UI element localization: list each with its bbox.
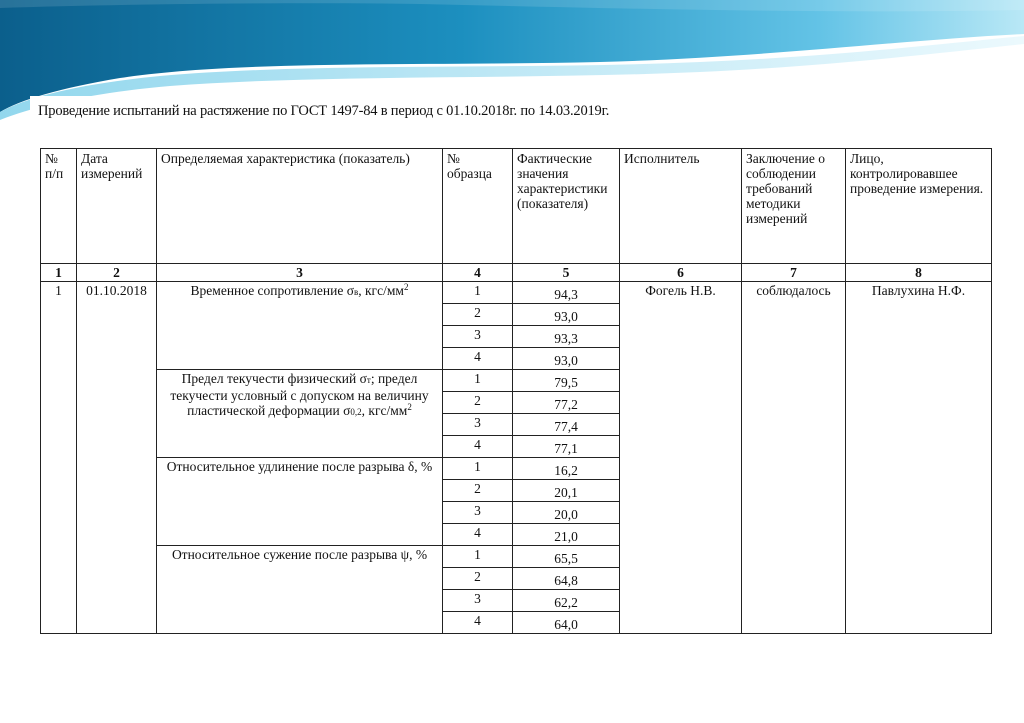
actual-value: 79,5 (513, 370, 620, 392)
record-date: 01.10.2018 (77, 282, 157, 634)
column-numbers-row (41, 264, 992, 282)
subscript: 0,2 (350, 407, 362, 417)
col-number: 5 (513, 264, 620, 282)
actual-value: 93,3 (513, 326, 620, 348)
characteristic-cell: Относительное удлинение после разрыва δ, % (157, 458, 443, 546)
actual-value: 77,4 (513, 414, 620, 436)
characteristic-text: , кгс/мм (358, 283, 404, 298)
executor-cell: Фогель Н.В. (620, 282, 742, 634)
actual-value: 94,3 (513, 282, 620, 304)
sample-number: 3 (443, 502, 513, 524)
characteristic-cell: Относительное сужение после разрыва ψ, % (157, 546, 443, 634)
header-characteristic: Определяемая характеристика (показатель) (157, 149, 443, 264)
header-actual-values: Фактические значения характеристики (показателя) (513, 149, 620, 264)
actual-value: 62,2 (513, 590, 620, 612)
actual-value: 20,1 (513, 480, 620, 502)
actual-value: 77,1 (513, 436, 620, 458)
sample-number: 1 (443, 546, 513, 568)
col-number: 2 (77, 264, 157, 282)
actual-value: 77,2 (513, 392, 620, 414)
sample-number: 1 (443, 370, 513, 392)
col-number: 3 (157, 264, 443, 282)
actual-value: 20,0 (513, 502, 620, 524)
col-number: 8 (846, 264, 992, 282)
actual-value: 65,5 (513, 546, 620, 568)
header-conclusion: Заключение о соблюдении требований методики измерений (742, 149, 846, 264)
header-sample: № образца (443, 149, 513, 264)
header-controller: Лицо, контролировавшее проведение измерения. (846, 149, 992, 264)
actual-value: 93,0 (513, 304, 620, 326)
characteristic-text: , кгс/мм (361, 403, 408, 418)
actual-value: 64,0 (513, 612, 620, 634)
document-title: Проведение испытаний на растяжение по ГОСТ 1497-84 в период с 01.10.2018г. по 14.03.2019г. (38, 103, 610, 119)
header-row (41, 149, 992, 264)
sample-number: 2 (443, 304, 513, 326)
sample-number: 3 (443, 590, 513, 612)
characteristic-text: Временное сопротивление σ (190, 283, 354, 298)
sample-number: 2 (443, 480, 513, 502)
subscript: т (366, 375, 371, 385)
sample-number: 3 (443, 326, 513, 348)
sample-number: 2 (443, 568, 513, 590)
actual-value: 16,2 (513, 458, 620, 480)
col-number: 1 (41, 264, 77, 282)
col-number: 7 (742, 264, 846, 282)
sample-number: 4 (443, 348, 513, 370)
sample-number: 4 (443, 524, 513, 546)
header-date: Дата измерений (77, 149, 157, 264)
record-num: 1 (41, 282, 77, 634)
superscript: 2 (407, 402, 412, 412)
characteristic-text: ; предел текучести условный с допуском на величину пластической деформации σ (170, 371, 429, 418)
actual-value: 93,0 (513, 348, 620, 370)
sample-number: 4 (443, 612, 513, 634)
actual-value: 64,8 (513, 568, 620, 590)
test-results-table (40, 148, 992, 634)
sample-number: 3 (443, 414, 513, 436)
characteristic-text: Предел текучести физический σ (181, 371, 367, 386)
col-number: 6 (620, 264, 742, 282)
conclusion-cell: соблюдалось (742, 282, 846, 634)
sample-number: 4 (443, 436, 513, 458)
sample-number: 1 (443, 458, 513, 480)
subscript: в (354, 287, 359, 297)
characteristic-cell (157, 282, 443, 370)
col-number: 4 (443, 264, 513, 282)
actual-value: 21,0 (513, 524, 620, 546)
superscript: 2 (403, 282, 409, 292)
header-executor: Исполнитель (620, 149, 742, 264)
sample-number: 1 (443, 282, 513, 304)
characteristic-cell (157, 370, 443, 458)
controller-cell: Павлухина Н.Ф. (846, 282, 992, 634)
table-row (41, 282, 992, 304)
sample-number: 2 (443, 392, 513, 414)
header-num: № п/п (41, 149, 77, 264)
